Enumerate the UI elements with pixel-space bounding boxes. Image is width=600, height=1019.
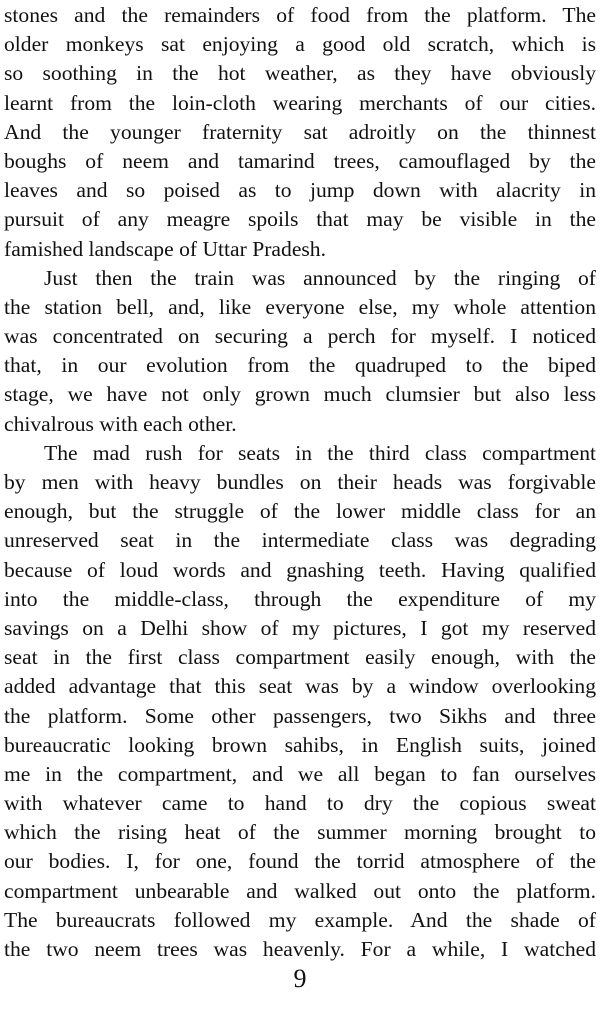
text-line: the station bell, and, like everyone else, my whole attention	[4, 294, 596, 319]
text-line: The mad rush for seats in the third class compartment	[44, 440, 596, 465]
text-line: boughs of neem and tamarind trees, camouflaged by the	[4, 148, 596, 173]
body-text	[4, 1, 596, 964]
text-line: leaves and so poised as to jump down with alacrity in	[4, 178, 596, 203]
text-line: the two neem trees was heavenly. For a while, I watched	[4, 937, 596, 961]
paragraph	[4, 1, 596, 264]
text-line: which the rising heat of the summer morning brought to	[4, 820, 596, 845]
text-line: because of loud words and gnashing teeth. Having qualified	[4, 557, 596, 582]
text-line: The bureaucrats followed my example. And the shade of	[4, 907, 596, 932]
paragraph	[4, 264, 596, 439]
text-line: chivalrous with each other.	[4, 411, 237, 436]
text-line: so soothing in the hot weather, as they have obviously	[4, 61, 596, 86]
text-line: savings on a Delhi show of my pictures, I got my reserved	[4, 615, 596, 640]
text-line: unreserved seat in the intermediate class was degrading	[4, 528, 596, 553]
text-line: enough, but the struggle of the lower middle class for an	[4, 499, 596, 524]
text-line: And the younger fraternity sat adroitly on the thinnest	[4, 119, 596, 144]
text-line: seat in the first class compartment easily enough, with the	[4, 645, 596, 670]
text-line: was concentrated on securing a perch for myself. I noticed	[4, 324, 596, 349]
text-line: Just then the train was announced by the ringing of	[44, 265, 596, 290]
text-line: older monkeys sat enjoying a good old scratch, which is	[4, 32, 596, 57]
text-line: that, in our evolution from the quadruped to the biped	[4, 353, 596, 378]
text-line: stage, we have not only grown much clumsier but also less	[4, 382, 596, 407]
text-line: with whatever came to hand to dry the copious sweat	[4, 791, 596, 816]
text-line: into the middle-class, through the expenditure of my	[4, 586, 596, 611]
text-line: stones and the remainders of food from the platform. The	[4, 3, 596, 27]
text-line: compartment unbearable and walked out onto the platform.	[4, 878, 596, 903]
text-line: learnt from the loin-cloth wearing merchants of our cities.	[4, 90, 596, 115]
text-line: me in the compartment, and we all began to fan ourselves	[4, 761, 596, 786]
text-line: the platform. Some other passengers, two Sikhs and three	[4, 703, 596, 728]
text-line: added advantage that this seat was by a window overlooking	[4, 674, 596, 699]
paragraph	[4, 439, 596, 964]
text-line: by men with heavy bundles on their heads was forgivable	[4, 470, 596, 494]
text-line: pursuit of any meagre spoils that may be visible in the	[4, 207, 596, 232]
text-line: famished landscape of Uttar Pradesh.	[4, 236, 326, 261]
text-line: bureaucratic looking brown sahibs, in English suits, joined	[4, 732, 596, 757]
page-number: 9	[293, 964, 307, 993]
text-line: our bodies. I, for one, found the torrid atmosphere of the	[4, 849, 596, 874]
